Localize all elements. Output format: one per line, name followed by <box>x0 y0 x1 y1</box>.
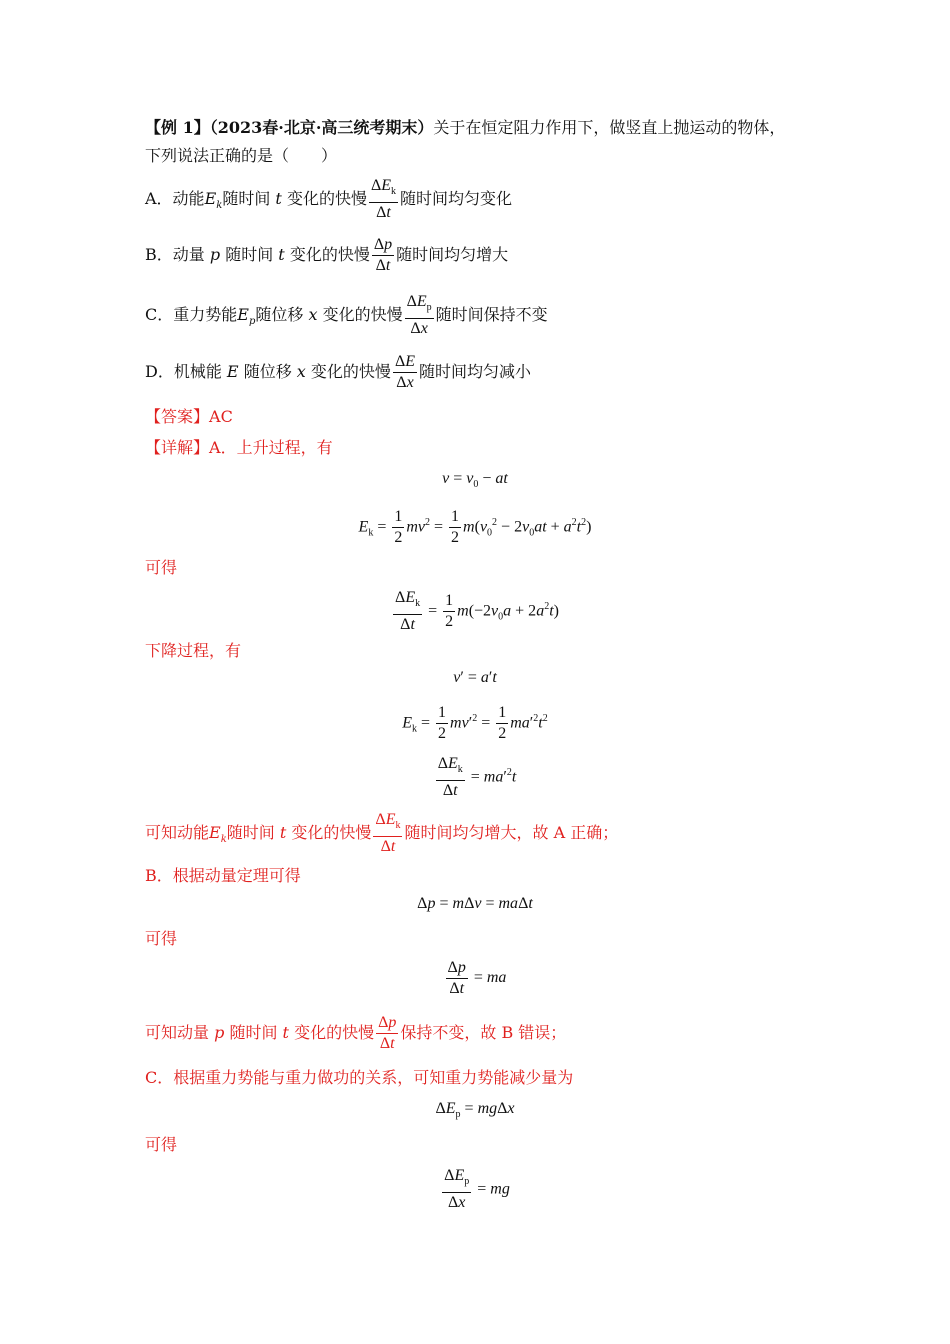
option-b: B．动量 p 随时间 t 变化的快慢 $\frac{\Delta p}{\Delta t}$ 随时间均匀增大 <box>145 236 509 274</box>
question-source: （2023春·北京·高三统考期末） <box>209 118 434 137</box>
equation-velocity-down: v′ = a′t <box>453 669 497 686</box>
detail-label: 【详解】 <box>145 438 210 457</box>
fraction-dEk-dt: $\frac{\Delta E_k}{\Delta t}$ <box>370 177 397 222</box>
equation-dEp-dx: $\frac{\Delta E_p}{\Delta x}$ = mg <box>444 1167 510 1212</box>
kede-2: 可得 <box>145 929 178 948</box>
fraction-dE-dx: $\frac{\Delta E}{\Delta x}$ <box>394 353 416 391</box>
equation-dek-dt-up: $\frac{\Delta E_k}{\Delta t}$ = $\frac{1}{2}$ $m(-2v_0a + 2a^2t)$ <box>395 589 559 634</box>
kede-1: 可得 <box>145 558 178 577</box>
question-stem-1: 关于在恒定阻力作用下，做竖直上抛运动的物体， <box>433 118 786 137</box>
equation-dek-dt-down: $\frac{\Delta E_k}{\Delta t}$ = $ma'^2t$ <box>437 755 517 800</box>
question-line-1 <box>145 117 785 139</box>
equation-ek-up: $E_k$ = $\frac{1}{2}$ $mv^2$ = $\frac{1}{2}$ $m(v_0^2 - 2v_0at + a^2t^2)$ <box>358 508 592 547</box>
equation-dp-dt: $\frac{\Delta p}{\Delta t}$ = ma <box>447 958 507 997</box>
answer-line <box>145 406 233 428</box>
option-c: C．重力势能$E_p$随位移 x 变化的快慢 $\frac{\Delta E_p}{\Delta x}$ 随时间保持不变 <box>145 293 548 338</box>
fraction-dEp-dx: $\frac{\Delta E_p}{\Delta x}$ <box>406 293 432 338</box>
question-tag: 【例 1】 <box>145 118 210 137</box>
detail-c-intro: C．根据重力势能与重力做功的关系，可知重力势能减少量为 <box>145 1068 574 1087</box>
equation-dEp: $\Delta E_p = mg\Delta x$ <box>435 1100 515 1121</box>
equation-velocity-up: $v = v_0$ − at <box>442 470 508 491</box>
equation-ek-down: $E_k$ = $\frac{1}{2}$ $mv'^2$ = $\frac{1}{2}$ $ma'^2t^2$ <box>402 704 548 743</box>
kede-3: 可得 <box>145 1135 178 1154</box>
fraction-dp-dt: $\frac{\Delta p}{\Delta t}$ <box>373 236 393 274</box>
conclusion-b: 可知动量 p 随时间 t 变化的快慢 $\frac{\Delta p}{\Delta t}$ 保持不变，故 B 错误； <box>145 1014 567 1052</box>
conclusion-a: 可知动能$E_k$随时间 t 变化的快慢 $\frac{\Delta E_k}{\Delta t}$ 随时间均匀增大，故 A 正确； <box>145 811 619 856</box>
option-d: D．机械能 E 随位移 x 变化的快慢 $\frac{\Delta E}{\Delta x}$ 随时间均匀减小 <box>145 353 532 391</box>
question-stem-2: 下列说法正确的是（ ） <box>145 146 338 165</box>
detail-line-a: 【详解】A．上升过程，有 <box>145 438 333 457</box>
answer-label: 【答案】 <box>145 407 210 426</box>
down-process: 下降过程，有 <box>145 641 242 660</box>
answer-value: AC <box>209 407 233 426</box>
option-a: A．动能$E_k$随时间 t 变化的快慢 $\frac{\Delta E_k}{\Delta t}$ 随时间均匀变化 <box>145 177 513 222</box>
equation-momentum: Δp = mΔv = maΔt <box>417 895 533 912</box>
detail-b-intro: B．根据动量定理可得 <box>145 866 301 885</box>
